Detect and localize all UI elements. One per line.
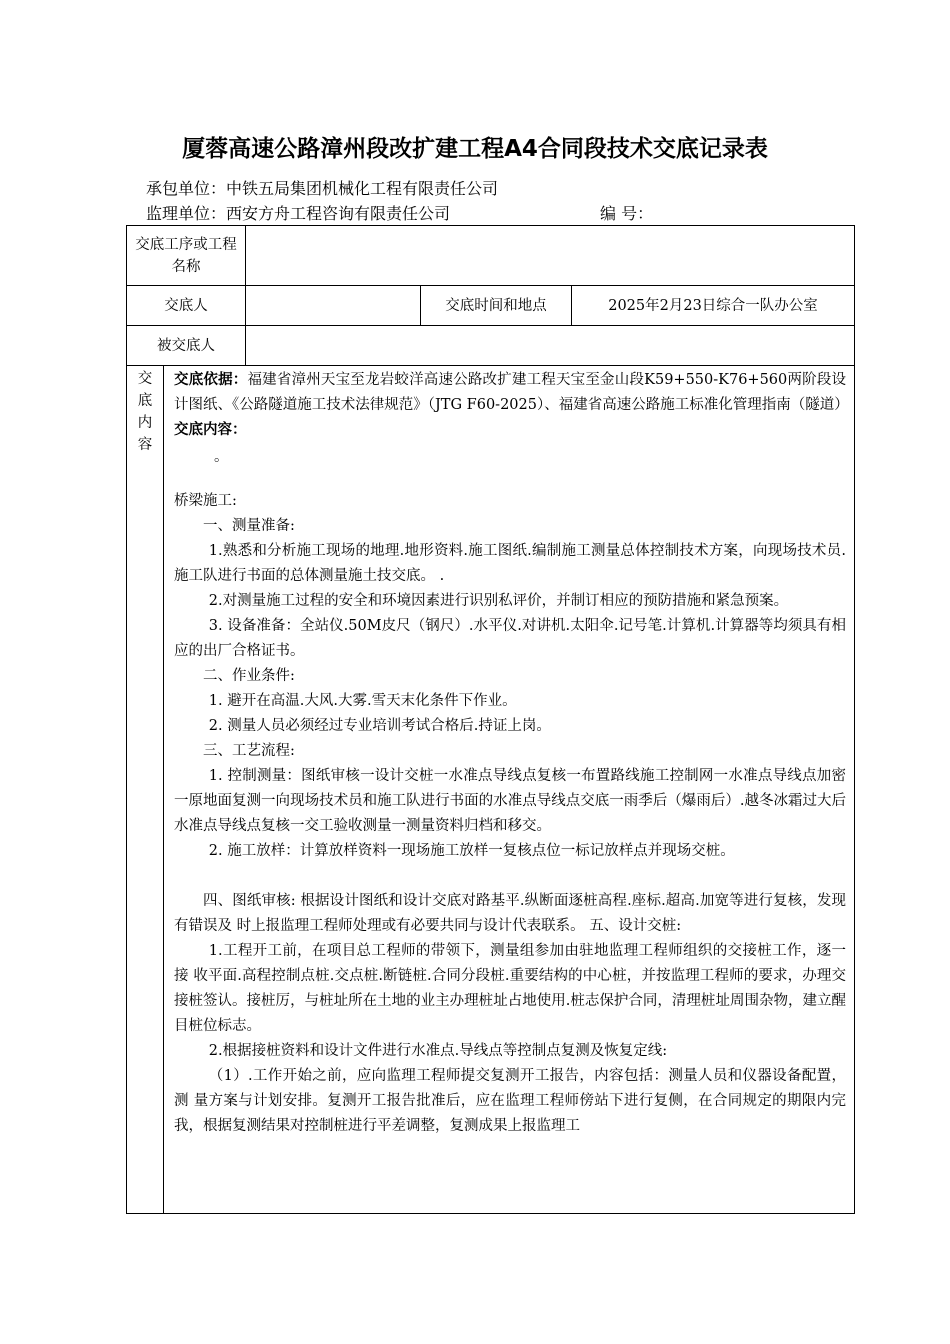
dot-line: 。	[214, 449, 229, 465]
process-name-label: 交底工序或工程名称	[127, 226, 246, 286]
content-heading: 交底内容：	[174, 422, 247, 438]
basis-text: 福建省漳州天宝至龙岩蛟洋高速公路改扩建工程天宝至金山段K59+550-K76+560两阶段设计图纸、《公路隧道施工技术法律规范》（JTG F60-2025）、福建省高速公路施工标准化管理指南（隧道）	[174, 372, 849, 413]
disclosure-content	[164, 366, 855, 1214]
section-3-para-1: 1. 控制测量：图纸审核一设计交桩一水准点导线点复核一布置路线施工控制网一水准点导线点加密一原地面复测一向现场技术员和施工队进行书面的水准点导线点交底一雨季后（爆雨后）.越冬冰霜过大后水准点导线点复核一交工验收测量一测量资料归档和移交。	[174, 768, 847, 834]
section-5-para-1: 1.工程开工前，在项目总工程师的带领下，测量组参加由驻地监理工程师组织的交接桩工作，逐一接 收平面.高程控制点桩.交点桩.断链桩.合同分段桩.重要结构的中心桩，并按监理工程师的要求，办理交接桩签认。接桩厉，与桩址所在土地的业主办理桩址占地使用.桩志保护合同，清理桩址周围杂物，建立醒目桩位标志。	[174, 943, 847, 1034]
section-bridge: 桥梁施工:	[174, 493, 237, 509]
section-5-para-2: 2.根据接桩资料和设计文件进行水准点.导线点等控制点复测及恢复定线:	[208, 1043, 668, 1059]
section-3-heading: 三、工艺流程:	[203, 743, 295, 759]
section-1-para-3: 3. 设备准备：全站仪.50M皮尺（钢尺）.水平仪.对讲机.太阳伞.记号笔.计算机.计算器等均须具有相应的出厂合格证书。	[174, 618, 847, 659]
section-2-heading: 二、作业条件:	[203, 668, 295, 684]
discloser-value	[246, 286, 421, 326]
time-place-value: 2025年2月23日综合一队办公室	[572, 286, 855, 326]
document-title: 厦蓉高速公路漳州段改扩建工程A4合同段技术交底记录表	[182, 136, 768, 162]
basis-heading: 交底依据：	[174, 372, 248, 388]
section-2-para-2: 2. 测量人员必须经过专业培训考试合格后.持证上岗。	[208, 718, 551, 734]
discloser-label: 交底人	[127, 286, 246, 326]
section-1-para-2: 2.对测量施工过程的安全和环境因素进行识别私评价，并制订相应的预防措施和紧急预案。	[208, 593, 789, 609]
section-3-para-2: 2. 施工放样：计算放样资料一现场施工放样一复核点位一标记放样点并现场交桩。	[208, 843, 735, 859]
recipient-label: 被交底人	[127, 326, 246, 366]
basis-paragraph	[174, 368, 849, 418]
section-2-para-1: 1. 避开在高温.大风.大雾.雪天末化条件下作业。	[208, 693, 517, 709]
contractor-line: 承包单位：中铁五局集团机械化工程有限责任公司	[146, 179, 499, 198]
code-label: 编 号：	[600, 204, 654, 223]
recipient-value	[246, 326, 855, 366]
disclosure-content-label: 交 底 内 容	[127, 366, 164, 1214]
section-4-para: 四、图纸审核: 根据设计图纸和设计交底对路基平.纵断面逐桩高程.座标.超高.加宽等进行复核，发现有错误及 时上报监理工程师处理或有必要共同与设计代表联系。 五、设计交桩:	[174, 893, 847, 934]
section-1-para-1: 1.熟悉和分析施工现场的地理.地形资料.施工图纸.编制施工测量总体控制技术方案，向现场技术员.施工队进行书面的总体测量施土技交底。 .	[174, 543, 847, 584]
section-1-heading: 一、测量准备:	[203, 518, 295, 534]
time-place-label: 交底时间和地点	[421, 286, 572, 326]
disclosure-table	[126, 225, 855, 1214]
supervisor-line: 监理单位：西安方舟工程咨询有限责任公司	[146, 204, 451, 223]
section-5-para-3: （1）.工作开始之前，应向监理工程师提交复测开工报告，内容包括：测量人员和仪器设备配置，测 量方案与计划安排。复测开工报告批准后，应在监理工程师傍站下进行复侧，在合同规定的期限内完我，根据复测结果对控制桩进行平差调整，复测成果上报监理工	[174, 1068, 847, 1134]
process-name-value	[246, 226, 855, 286]
